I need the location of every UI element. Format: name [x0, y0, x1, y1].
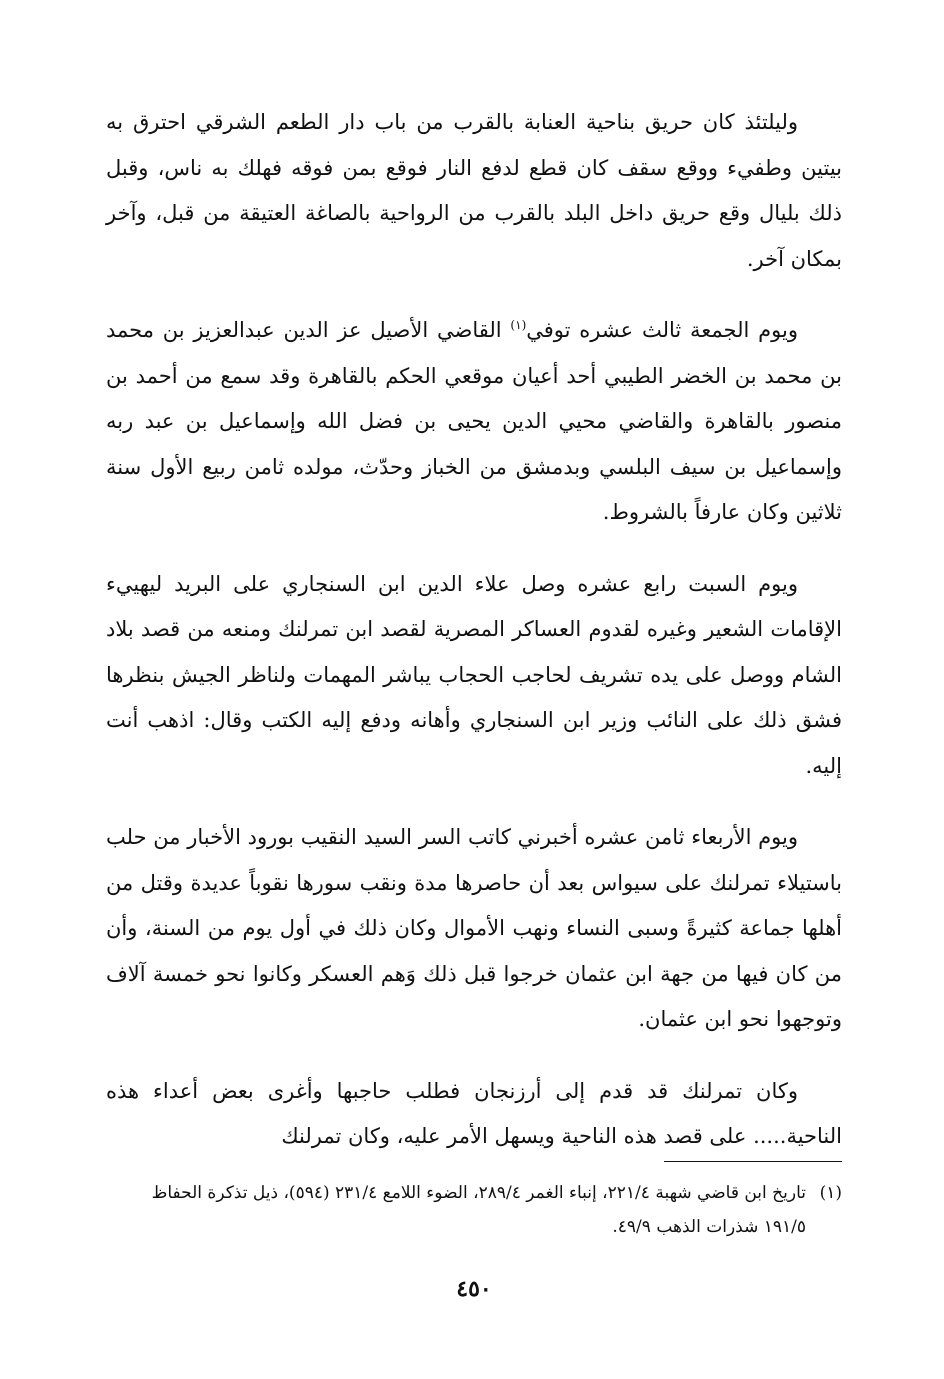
paragraph-2-text-before: ويوم الجمعة ثالث عشره توفي — [526, 318, 798, 342]
footnote-marker[interactable]: (١) — [510, 318, 527, 332]
paragraph-5 — [106, 1069, 842, 1160]
paragraph-1 — [106, 100, 842, 282]
paragraph-2 — [106, 308, 842, 536]
footnote-1 — [106, 1176, 842, 1244]
paragraph-3-text: ويوم السبت رابع عشره وصل علاء الدين ابن السنجاري على البريد ليهييء الإقامات الشعير وغيره لقدوم العساكر المصرية لقصد ابن تمرلنك ومنعه من قصد بلاد الشام ووصل على يده تشريف لحاجب الحجاب يباشر المهمات ولناظر الجيش بنظرها فشق ذلك على النائب وزير ابن السنجاري وأهانه ودفع إليه الكتب وقال: اذهب أنت إليه. — [106, 571, 842, 778]
paragraph-2-text-after: القاضي الأصيل عز الدين عبدالعزيز بن محمد بن محمد بن الخضر الطيبي أحد أعيان موقعي الحكم بالقاهرة وقد سمع من أحمد بن منصور بالقاهرة والقاضي محيي الدين يحيى بن فضل الله وإسماعيل بن عبد ربه وإسماعيل بن سيف البلسي وبدمشق من الخباز وحدّث، مولده ثامن ربيع الأول سنة ثلاثين وكان عارفاً بالشروط. — [106, 318, 842, 524]
paragraph-4 — [106, 815, 842, 1043]
paragraph-4-text: ويوم الأربعاء ثامن عشره أخبرني كاتب السر السيد النقيب بورود الأخبار من حلب باستيلاء تمرلنك على سيواس بعد أن حاصرها مدة ونقب سورها نقوباً عديدة وقتل من أهلها جماعة كثيرةً وسبى النساء ونهب الأموال وكان ذلك في أول يوم من السنة، وأن من كان فيها من جهة ابن عثمان خرجوا قبل ذلك وَهم العسكر وكانوا نحو خمسة آلاف وتوجهوا نحو ابن عثمان. — [106, 825, 842, 1031]
paragraph-3 — [106, 562, 842, 790]
footnote-divider — [664, 1161, 842, 1162]
page-number: ٤٥٠ — [456, 1276, 492, 1302]
footnotes-section — [106, 1176, 842, 1244]
book-page — [106, 0, 842, 1379]
paragraph-5-text: وكان تمرلنك قد قدم إلى أرزنجان فطلب حاجبها وأغرى بعض أعداء هذه الناحية..... على قصد هذه الناحية ويسهل الأمر عليه، وكان تمرلنك — [106, 1078, 842, 1148]
footnote-1-text: تاريخ ابن قاضي شهبة ٢٢١/٤، إنباء الغمر ٢٨٩/٤، الضوء اللامع ٢٣١/٤ (٥٩٤)، ذيل تذكرة الحفاظ ١٩١/٥ شذرات الذهب ٤٩/٩. — [151, 1183, 806, 1237]
paragraph-1-text: وليلتئذ كان حريق بناحية العنابة بالقرب من باب دار الطعم الشرقي احترق به بيتين وطفيء ووقع سقف كان قطع لدفع النار فوقع بمن فوقه فهلك به ناس، وقبل ذلك بليال وقع حريق داخل البلد بالقرب من الرواحية بالصاغة العتيقة من قبل، وآخر بمكان آخر. — [106, 110, 842, 271]
main-text — [106, 100, 842, 1160]
footnote-1-number: (١) — [819, 1183, 842, 1203]
